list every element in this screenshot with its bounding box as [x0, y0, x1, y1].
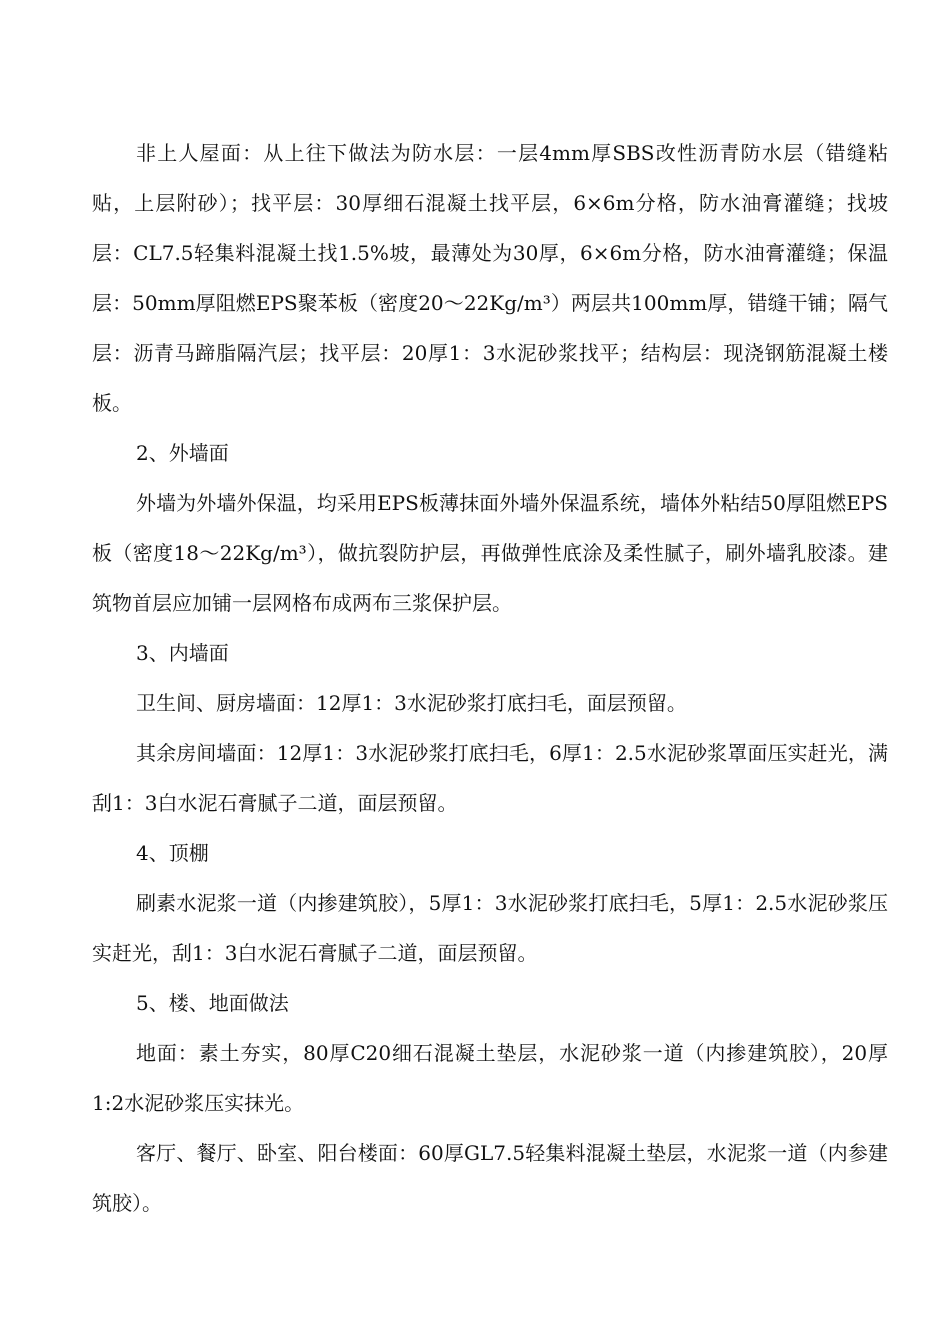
section-heading-exterior-wall: 2、外墙面 [136, 441, 229, 465]
paragraph-bathroom-kitchen-wall: 卫生间、厨房墙面：12厚1：3水泥砂浆打底扫毛，面层预留。 [136, 691, 687, 715]
paragraph-ground-floor: 地面：素土夯实，80厚C20细石混凝土垫层，水泥砂浆一道（内掺建筑胶），20厚1:2水泥砂浆压实抹光。 [92, 1041, 888, 1115]
paragraph-living-room-floor: 客厅、餐厅、卧室、阳台楼面：60厚GL7.5轻集料混凝土垫层，水泥浆一道（内参建筑胶）。 [92, 1141, 888, 1215]
section-heading-ceiling: 4、顶棚 [136, 841, 209, 865]
section-heading-floor: 5、楼、地面做法 [136, 991, 289, 1015]
paragraph-exterior-wall: 外墙为外墙外保温，均采用EPS板薄抹面外墙外保温系统，墙体外粘结50厚阻燃EPS板（密度18～22Kg/m³），做抗裂防护层，再做弹性底涂及柔性腻子，刷外墙乳胶漆。建筑物首层应加铺一层网格布成两布三浆保护层。 [92, 491, 888, 615]
paragraph-other-rooms-wall: 其余房间墙面：12厚1：3水泥砂浆打底扫毛，6厚1：2.5水泥砂浆罩面压实赶光，满刮1：3白水泥石膏腻子二道，面层预留。 [92, 741, 888, 815]
paragraph-roof-non-accessible: 非上人屋面：从上往下做法为防水层：一层4mm厚SBS改性沥青防水层（错缝粘贴，上层附砂）；找平层：30厚细石混凝土找平层，6×6m分格，防水油膏灌缝；找坡层：CL7.5轻集料混凝土找1.5%坡，最薄处为30厚，6×6m分格，防水油膏灌缝；保温层：50mm厚阻燃EPS聚苯板（密度20～22Kg/m³）两层共100mm厚，错缝干铺；隔气层：沥青马蹄脂隔汽层；找平层：20厚1：3水泥砂浆找平；结构层：现浇钢筋混凝土楼板。 [92, 141, 888, 415]
section-heading-interior-wall: 3、内墙面 [136, 641, 229, 665]
document-body [92, 128, 888, 1228]
paragraph-ceiling: 刷素水泥浆一道（内掺建筑胶），5厚1：3水泥砂浆打底扫毛，5厚1：2.5水泥砂浆压实赶光，刮1：3白水泥石膏腻子二道，面层预留。 [92, 891, 888, 965]
